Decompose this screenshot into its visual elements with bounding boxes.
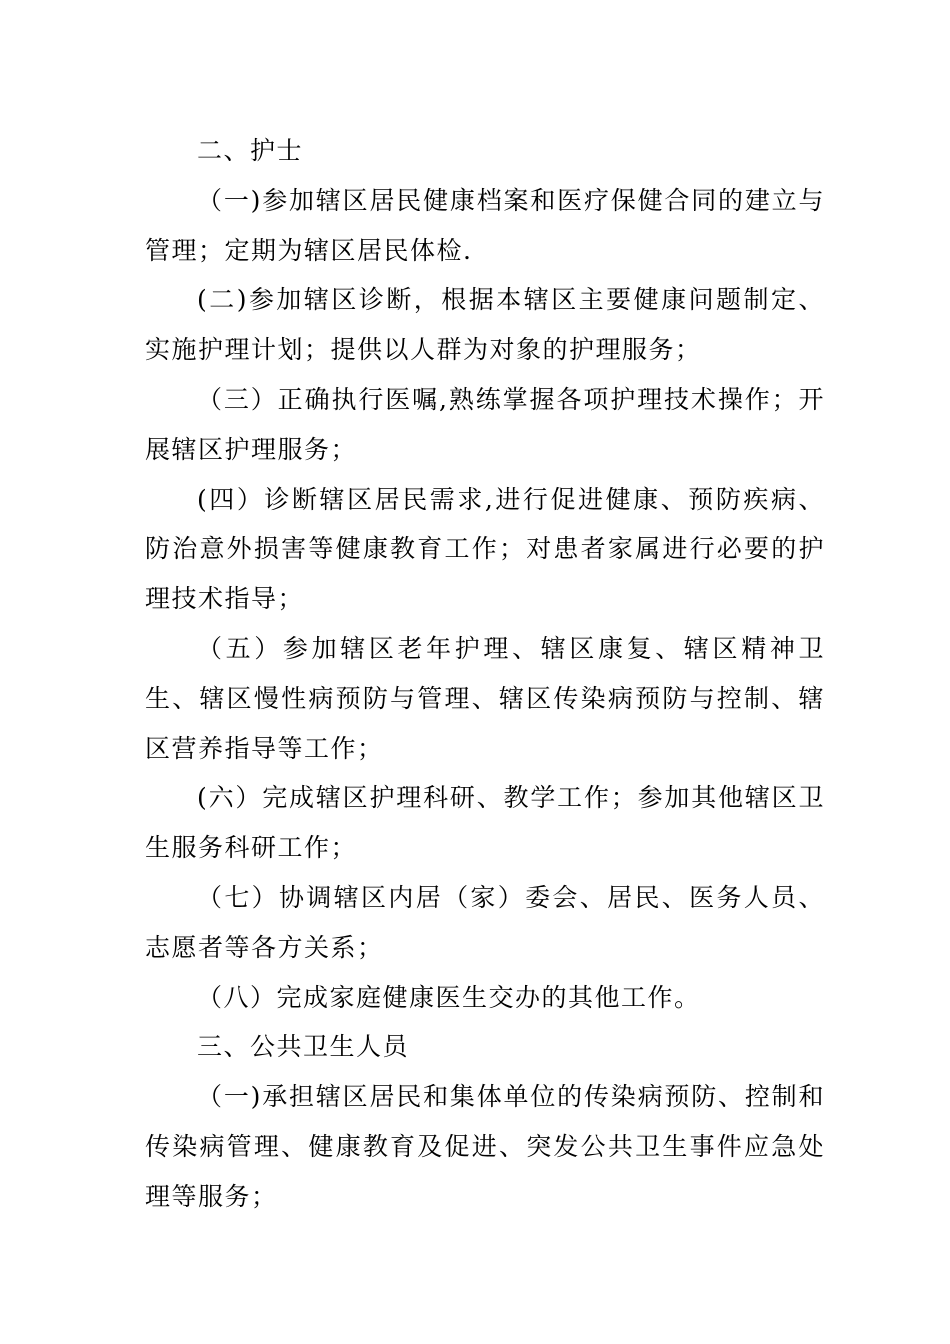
paragraph-public-health-1: （一)承担辖区居民和集体单位的传染病预防、控制和传染病管理、健康教育及促进、突发公共卫生事件应急处理等服务；: [145, 1082, 825, 1211]
paragraph-nurse-4: (四）诊断辖区居民需求,进行促进健康、预防疾病、防治意外损害等健康教育工作；对患者家属进行必要的护理技术指导；: [145, 484, 825, 614]
paragraph-nurse-8: （八）完成家庭健康医生交办的其他工作。: [197, 982, 701, 1012]
paragraph-nurse-1: （一)参加辖区居民健康档案和医疗保健合同的建立与管理；定期为辖区居民体检.: [145, 185, 825, 265]
paragraph-nurse-3: （三）正确执行医嘱,熟练掌握各项护理技术操作；开展辖区护理服务；: [145, 384, 825, 464]
section-heading-public-health: 三、公共卫生人员: [197, 1032, 410, 1062]
paragraph-nurse-6: (六）完成辖区护理科研、教学工作；参加其他辖区卫生服务科研工作；: [145, 783, 825, 863]
paragraph-nurse-7: （七）协调辖区内居（家）委会、居民、医务人员、志愿者等各方关系；: [145, 882, 825, 962]
paragraph-nurse-5: （五）参加辖区老年护理、辖区康复、辖区精神卫生、辖区慢性病预防与管理、辖区传染病预防与控制、辖区营养指导等工作；: [145, 633, 825, 763]
section-heading-nurse: 二、护士: [197, 136, 304, 165]
document-body: [145, 126, 825, 1222]
paragraph-nurse-2: (二)参加辖区诊断，根据本辖区主要健康问题制定、实施护理计划；提供以人群为对象的护理服务；: [145, 285, 825, 365]
